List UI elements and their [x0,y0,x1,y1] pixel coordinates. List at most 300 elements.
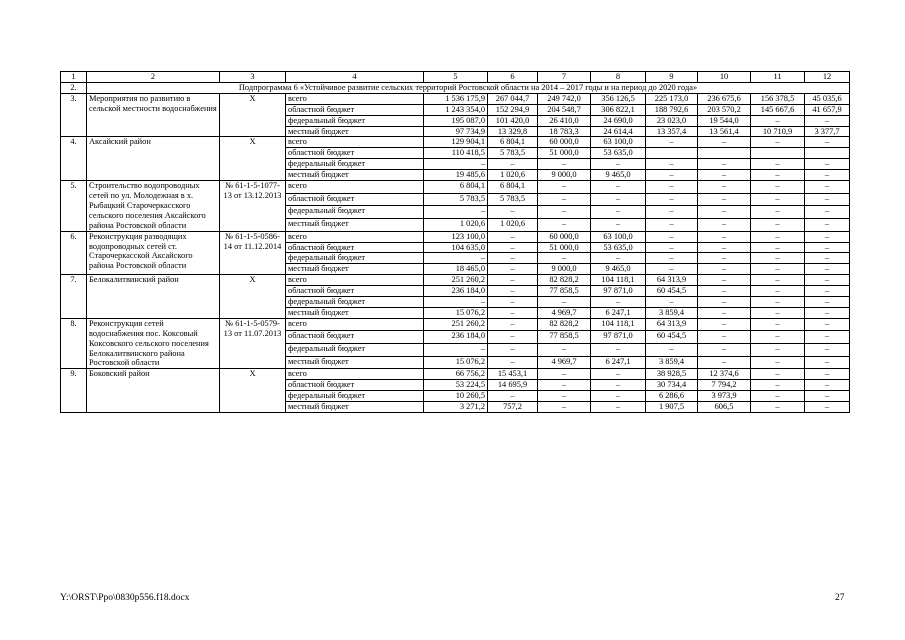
footer-file-path: Y:\ORST\Ppo\0830p556.f18.docx [60,593,190,603]
amount-cell: – [646,170,698,181]
amount-cell: – [751,380,805,391]
amount-cell: – [698,170,751,181]
amount-cell: – [646,159,698,170]
row-number: 2. [61,82,87,93]
activity-name: Аксайский район [87,137,220,181]
column-number-cell: 3 [220,72,286,83]
amount-cell: – [591,181,646,194]
amount-cell: 3 973,9 [698,391,751,402]
subprogram-row [61,82,850,93]
amount-cell: – [488,264,538,275]
amount-cell: 236 184,0 [424,286,488,297]
amount-cell: 249 742,0 [538,93,591,104]
funding-source: федеральный бюджет [286,297,424,308]
table-row [61,318,850,331]
amount-cell: – [698,181,751,194]
amount-cell: 13 357,4 [646,126,698,137]
document-reference: Х [220,137,286,181]
amount-cell: – [805,181,850,194]
column-number-cell: 5 [424,72,488,83]
amount-cell: 9 000,0 [538,170,591,181]
amount-cell: – [751,206,805,219]
amount-cell: – [751,159,805,170]
amount-cell: 53 635,0 [591,242,646,253]
activity-name: Строительство водопроводных сетей по ул. Молодежная в х. Рыбацкий Старочеркасского сельского поселения Аксайского района Ростовской области [87,181,220,232]
amount-cell: 97 871,0 [591,331,646,344]
amount-cell: – [488,331,538,344]
amount-cell: 104 118,1 [591,318,646,331]
amount-cell: – [538,402,591,413]
column-number-cell: 6 [488,72,538,83]
amount-cell: – [805,402,850,413]
amount-cell: 1 020,6 [488,170,538,181]
amount-cell: – [751,231,805,242]
amount-cell: – [424,253,488,264]
amount-cell: 97 734,9 [424,126,488,137]
amount-cell: – [591,253,646,264]
amount-cell: 110 418,5 [424,148,488,159]
amount-cell: 15 076,2 [424,307,488,318]
amount-cell: – [591,193,646,206]
amount-cell: – [538,369,591,380]
amount-cell: 9 000,0 [538,264,591,275]
amount-cell: – [805,115,850,126]
amount-cell: – [805,242,850,253]
amount-cell: – [805,264,850,275]
amount-cell: – [646,193,698,206]
amount-cell: – [488,307,538,318]
amount-cell: – [751,344,805,357]
amount-cell: – [488,231,538,242]
amount-cell: 4 969,7 [538,356,591,369]
amount-cell: 6 286,6 [646,391,698,402]
amount-cell: 63 100,0 [591,231,646,242]
amount-cell: – [751,369,805,380]
row-number: 7. [61,275,87,319]
amount-cell: – [488,318,538,331]
amount-cell: 24 690,0 [591,115,646,126]
amount-cell: – [424,159,488,170]
budget-table [60,71,850,413]
funding-source: федеральный бюджет [286,344,424,357]
amount-cell: – [646,137,698,148]
amount-cell: 104 635,0 [424,242,488,253]
funding-source: всего [286,369,424,380]
amount-cell: 10 710,9 [751,126,805,137]
amount-cell: – [805,380,850,391]
amount-cell: – [646,242,698,253]
amount-cell: 236 675,6 [698,93,751,104]
amount-cell: – [698,206,751,219]
amount-cell: – [805,331,850,344]
amount-cell: – [751,391,805,402]
amount-cell: 77 858,5 [538,286,591,297]
amount-cell: 156 378,5 [751,93,805,104]
funding-source: областной бюджет [286,380,424,391]
amount-cell: 6 804,1 [488,181,538,194]
funding-source: местный бюджет [286,170,424,181]
activity-name: Мероприятия по развитию в сельской местности водоснабжения [87,93,220,137]
amount-cell: 129 904,1 [424,137,488,148]
table-row [61,137,850,148]
document-reference: № 61-1-5-0586-14 от 11.12.2014 [220,231,286,275]
amount-cell: – [698,193,751,206]
amount-cell: – [538,253,591,264]
table-body [61,72,850,413]
amount-cell: 1 536 175,9 [424,93,488,104]
activity-name: Белокалитвинский район [87,275,220,319]
funding-source: всего [286,93,424,104]
amount-cell: 101 420,0 [488,115,538,126]
amount-cell: – [698,264,751,275]
amount-cell: – [488,344,538,357]
amount-cell: – [488,275,538,286]
amount-cell: – [805,206,850,219]
funding-source: всего [286,137,424,148]
amount-cell: – [646,181,698,194]
amount-cell: – [805,231,850,242]
column-number-cell: 8 [591,72,646,83]
funding-source: федеральный бюджет [286,206,424,219]
funding-source: областной бюджет [286,104,424,115]
amount-cell: 5 783,5 [488,193,538,206]
amount-cell: 53 224,5 [424,380,488,391]
amount-cell: 41 657,9 [805,104,850,115]
amount-cell: 60 454,5 [646,286,698,297]
amount-cell: – [698,307,751,318]
amount-cell: – [591,218,646,231]
amount-cell: – [538,206,591,219]
amount-cell: – [591,344,646,357]
amount-cell: 5 783,5 [488,148,538,159]
amount-cell: – [698,275,751,286]
amount-cell [646,148,698,159]
funding-source: федеральный бюджет [286,115,424,126]
amount-cell: 236 184,0 [424,331,488,344]
table-row [61,231,850,242]
funding-source: всего [286,181,424,194]
funding-source: областной бюджет [286,148,424,159]
amount-cell: 251 260,2 [424,275,488,286]
amount-cell: – [488,356,538,369]
amount-cell: – [488,159,538,170]
row-number: 4. [61,137,87,181]
amount-cell: – [805,286,850,297]
funding-source: местный бюджет [286,356,424,369]
amount-cell: – [805,369,850,380]
row-number: 9. [61,369,87,413]
amount-cell: – [488,242,538,253]
amount-cell: – [538,391,591,402]
funding-source: местный бюджет [286,402,424,413]
amount-cell: – [646,297,698,308]
row-number: 5. [61,181,87,232]
amount-cell: – [805,297,850,308]
amount-cell: 1 020,6 [488,218,538,231]
amount-cell: – [805,159,850,170]
amount-cell: 7 794,2 [698,380,751,391]
amount-cell: 606,5 [698,402,751,413]
amount-cell: – [751,193,805,206]
amount-cell: – [646,231,698,242]
amount-cell: 30 734,4 [646,380,698,391]
funding-source: всего [286,231,424,242]
amount-cell [805,148,850,159]
amount-cell: 18 465,0 [424,264,488,275]
amount-cell: 123 100,0 [424,231,488,242]
document-reference: Х [220,275,286,319]
amount-cell: 60 000,0 [538,137,591,148]
amount-cell: – [538,380,591,391]
table-row [61,275,850,286]
table-row [61,181,850,194]
document-reference: № 61-1-5-0579-13 от 11.07.2013 [220,318,286,369]
amount-cell: 15 453,1 [488,369,538,380]
amount-cell: – [698,137,751,148]
amount-cell: – [751,181,805,194]
amount-cell: – [591,159,646,170]
amount-cell: 53 635,0 [591,148,646,159]
amount-cell: – [805,344,850,357]
amount-cell: 15 076,2 [424,356,488,369]
amount-cell [698,148,751,159]
amount-cell: – [424,206,488,219]
amount-cell: – [591,297,646,308]
amount-cell: – [751,297,805,308]
amount-cell: – [488,297,538,308]
amount-cell: 306 822,1 [591,104,646,115]
column-number-cell: 2 [87,72,220,83]
row-number: 8. [61,318,87,369]
funding-source: федеральный бюджет [286,391,424,402]
amount-cell: 3 859,4 [646,307,698,318]
amount-cell: – [805,253,850,264]
amount-cell [751,148,805,159]
amount-cell: – [538,159,591,170]
amount-cell: 267 044,7 [488,93,538,104]
amount-cell: 204 548,7 [538,104,591,115]
amount-cell: – [805,307,850,318]
table-row [61,369,850,380]
amount-cell: 10 260,5 [424,391,488,402]
subprogram-title: Подпрограмма 6 «Устойчивое развитие сельских территорий Ростовской области на 2014 – 2017 годы и на период до 2020 года» [87,82,850,93]
amount-cell: 14 695,9 [488,380,538,391]
amount-cell: – [488,253,538,264]
amount-cell: 9 465,0 [591,170,646,181]
amount-cell: 145 667,6 [751,104,805,115]
page-number: 27 [835,593,845,603]
amount-cell: – [751,307,805,318]
amount-cell: 45 035,6 [805,93,850,104]
amount-cell: 26 410,0 [538,115,591,126]
amount-cell: – [751,331,805,344]
document-reference: Х [220,93,286,137]
amount-cell: – [646,253,698,264]
column-number-cell: 7 [538,72,591,83]
table-row [61,93,850,104]
amount-cell: – [698,356,751,369]
amount-cell: 757,2 [488,402,538,413]
amount-cell: 3 377,7 [805,126,850,137]
funding-source: областной бюджет [286,242,424,253]
amount-cell: – [698,231,751,242]
amount-cell: – [751,275,805,286]
amount-cell: 195 087,0 [424,115,488,126]
amount-cell: 9 465,0 [591,264,646,275]
column-number-cell: 12 [805,72,850,83]
amount-cell: – [488,286,538,297]
amount-cell: – [698,318,751,331]
amount-cell: 1 020,6 [424,218,488,231]
amount-cell: – [488,206,538,219]
amount-cell: – [751,137,805,148]
amount-cell: 18 783,3 [538,126,591,137]
row-number: 6. [61,231,87,275]
amount-cell: 60 454,5 [646,331,698,344]
amount-cell: – [698,159,751,170]
amount-cell: – [646,218,698,231]
amount-cell: – [538,344,591,357]
amount-cell: – [805,356,850,369]
funding-source: областной бюджет [286,193,424,206]
amount-cell: – [591,206,646,219]
amount-cell: – [538,193,591,206]
amount-cell: – [698,344,751,357]
funding-source: местный бюджет [286,126,424,137]
amount-cell: 12 374,6 [698,369,751,380]
amount-cell: – [698,218,751,231]
document-reference: Х [220,369,286,413]
amount-cell: 82 828,2 [538,275,591,286]
row-number: 3. [61,93,87,137]
amount-cell: 104 118,1 [591,275,646,286]
funding-source: областной бюджет [286,286,424,297]
amount-cell: – [591,402,646,413]
funding-source: всего [286,318,424,331]
funding-source: местный бюджет [286,307,424,318]
funding-source: местный бюджет [286,264,424,275]
amount-cell: 6 247,1 [591,307,646,318]
amount-cell: – [698,253,751,264]
amount-cell: – [805,218,850,231]
amount-cell: 19 544,0 [698,115,751,126]
amount-cell: – [751,402,805,413]
amount-cell: – [805,170,850,181]
document-reference: № 61-1-5-1077-13 от 13.12.2013 [220,181,286,232]
amount-cell: 77 858,5 [538,331,591,344]
amount-cell: 82 828,2 [538,318,591,331]
amount-cell: – [751,253,805,264]
amount-cell: – [751,170,805,181]
activity-name: Реконструкция сетей водоснабжения пос. Коксовый Коксовского сельского поселения Белокалитвинского района Ростовской области [87,318,220,369]
amount-cell: 3 271,2 [424,402,488,413]
funding-source: всего [286,275,424,286]
amount-cell: – [698,286,751,297]
amount-cell: – [538,218,591,231]
amount-cell: 60 000,0 [538,231,591,242]
funding-source: федеральный бюджет [286,159,424,170]
amount-cell: 5 783,5 [424,193,488,206]
amount-cell: – [591,380,646,391]
amount-cell: – [646,344,698,357]
funding-source: областной бюджет [286,331,424,344]
amount-cell: 188 792,6 [646,104,698,115]
amount-cell: – [805,193,850,206]
amount-cell: – [751,218,805,231]
column-number-cell: 9 [646,72,698,83]
amount-cell: – [751,115,805,126]
funding-source: федеральный бюджет [286,253,424,264]
activity-name: Боковский район [87,369,220,413]
amount-cell: – [805,391,850,402]
column-number-cell: 4 [286,72,424,83]
amount-cell: – [805,275,850,286]
activity-name: Реконструкция разводящих водопроводных сетей ст. Старочеркасской Аксайского района Ростовской области [87,231,220,275]
funding-source: местный бюджет [286,218,424,231]
amount-cell: 4 969,7 [538,307,591,318]
column-number-row [61,72,850,83]
amount-cell: – [591,391,646,402]
amount-cell: 152 294,9 [488,104,538,115]
amount-cell: 64 313,9 [646,275,698,286]
amount-cell: – [488,391,538,402]
amount-cell: 225 173,0 [646,93,698,104]
amount-cell: 3 859,4 [646,356,698,369]
amount-cell: 24 614,4 [591,126,646,137]
amount-cell: – [751,318,805,331]
amount-cell: – [646,206,698,219]
amount-cell: 97 871,0 [591,286,646,297]
amount-cell: 6 804,1 [424,181,488,194]
amount-cell: 13 561,4 [698,126,751,137]
amount-cell: – [698,331,751,344]
amount-cell: – [424,297,488,308]
amount-cell: 51 000,0 [538,242,591,253]
amount-cell: – [538,297,591,308]
amount-cell: – [805,318,850,331]
amount-cell: – [751,242,805,253]
amount-cell: – [646,264,698,275]
amount-cell: 6 247,1 [591,356,646,369]
column-number-cell: 11 [751,72,805,83]
amount-cell: – [591,369,646,380]
amount-cell: 66 756,2 [424,369,488,380]
amount-cell: 63 100,0 [591,137,646,148]
amount-cell: 23 023,0 [646,115,698,126]
amount-cell: 6 804,1 [488,137,538,148]
amount-cell: 251 260,2 [424,318,488,331]
amount-cell: – [751,356,805,369]
amount-cell: – [698,297,751,308]
amount-cell: – [751,264,805,275]
amount-cell: – [805,137,850,148]
amount-cell: – [698,242,751,253]
amount-cell: – [538,181,591,194]
column-number-cell: 10 [698,72,751,83]
amount-cell: 1 907,5 [646,402,698,413]
column-number-cell: 1 [61,72,87,83]
amount-cell: – [751,286,805,297]
amount-cell: 51 000,0 [538,148,591,159]
amount-cell: 1 243 354,0 [424,104,488,115]
amount-cell: 64 313,9 [646,318,698,331]
amount-cell: 356 126,5 [591,93,646,104]
amount-cell: 13 329,8 [488,126,538,137]
amount-cell: 19 485,6 [424,170,488,181]
amount-cell: 38 928,5 [646,369,698,380]
amount-cell: – [424,344,488,357]
amount-cell: 203 570,2 [698,104,751,115]
